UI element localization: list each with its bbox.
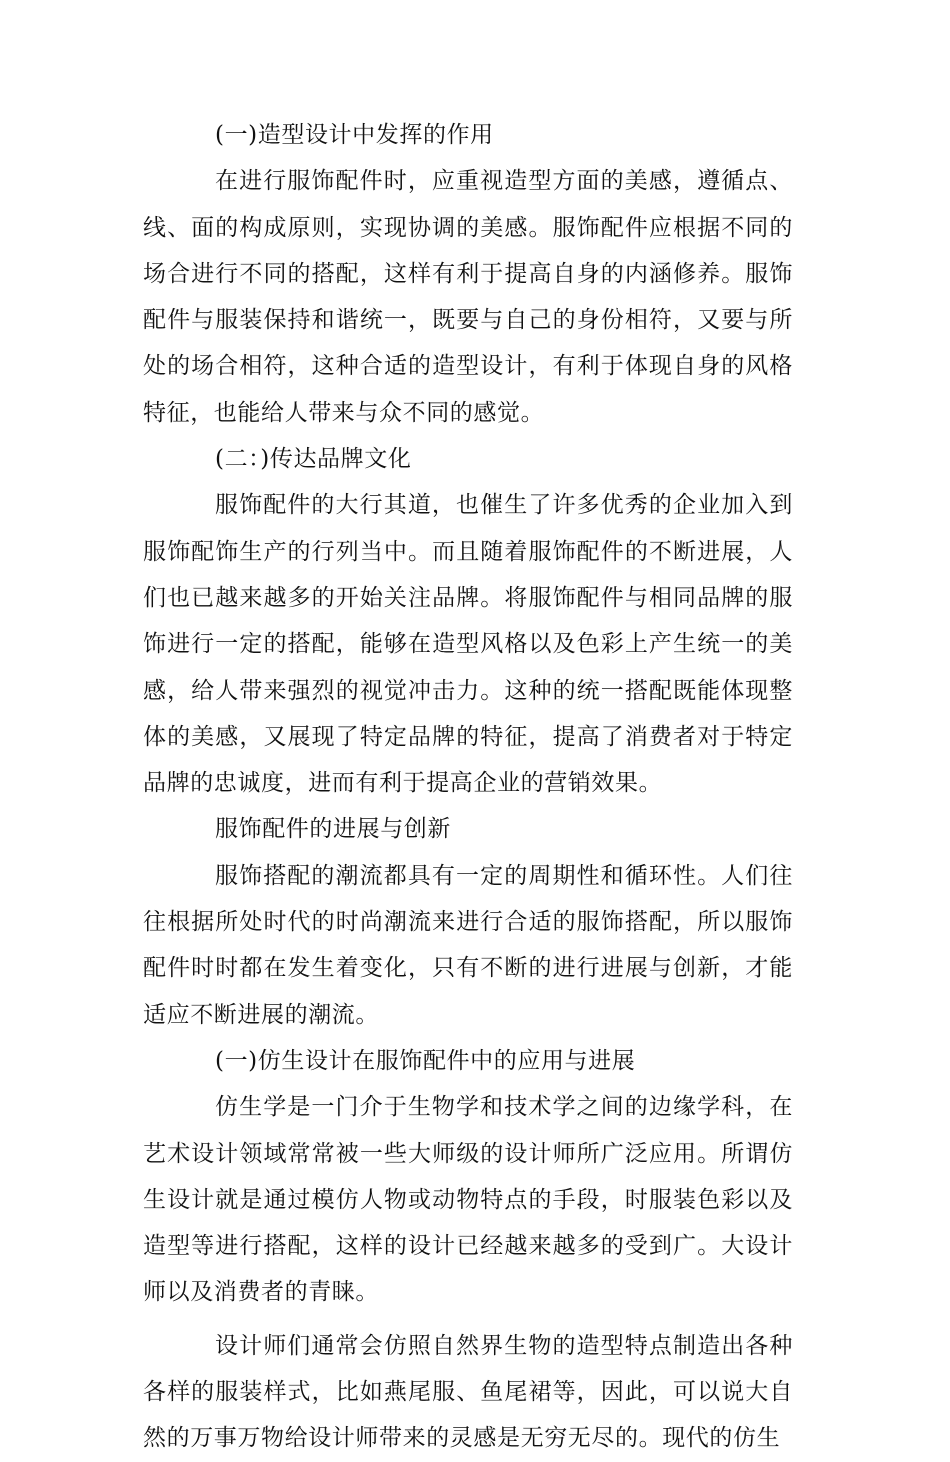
document-body — [143, 112, 793, 1462]
paragraph-bionics-examples: 设计师们通常会仿照自然界生物的造型特点制造出各种各样的服装样式，比如燕尾服、鱼尾裙等，因此，可以说大自然的万事万物给设计师带来的灵感是无穷无尽的。现代的仿生 — [143, 1332, 793, 1452]
paragraph-development-innovation: 服饰搭配的潮流都具有一定的周期性和循环性。人们往往根据所处时代的时尚潮流来进行合适的服饰搭配，所以服饰配件时时都在发生着变化，只有不断的进行进展与创新，才能适应不断进展的潮流。 — [143, 862, 793, 1028]
paragraph-brand-culture: 服饰配件的大行其道，也催生了许多优秀的企业加入到服饰配饰生产的行列当中。而且随着服饰配件的不断进展，人们也已越来越多的开始关注品牌。将服饰配件与相同品牌的服饰进行一定的搭配，能够在造型风格以及色彩上产生统一的美感，给人带来强烈的视觉冲击力。这种的统一搭配既能体现整体的美感，又展现了特定品牌的特征，提高了消费者对于特定品牌的忠诚度，进而有利于提高企业的营销效果。 — [143, 492, 793, 797]
section-heading-bionic-design: (一)仿生设计在服饰配件中的应用与进展 — [215, 1047, 636, 1074]
section-heading-brand-culture: (二：)传达品牌文化 — [215, 446, 412, 473]
paragraph-gap — [143, 1316, 793, 1323]
section-heading-development-innovation: 服饰配件的进展与创新 — [215, 816, 451, 843]
section-heading-shape-design: (一)造型设计中发挥的作用 — [215, 122, 494, 148]
paragraph-shape-design: 在进行服饰配件时，应重视造型方面的美感，遵循点、线、面的构成原则，实现协调的美感。服饰配件应根据不同的场合进行不同的搭配，这样有利于提高自身的内涵修养。服饰配件与服装保持和谐统一，既要与自己的身份相符，又要与所处的场合相符，这种合适的造型设计，有利于体现自身的风格特征，也能给人带来与众不同的感觉。 — [143, 168, 793, 426]
paragraph-bionics-definition: 仿生学是一门介于生物学和技术学之间的边缘学科，在艺术设计领域常常被一些大师级的设计师所广泛应用。所谓仿生设计就是通过模仿人物或动物特点的手段，时服装色彩以及造型等进行搭配，这样的设计已经越来越多的受到广。大设计师以及消费者的青睐。 — [143, 1094, 793, 1306]
